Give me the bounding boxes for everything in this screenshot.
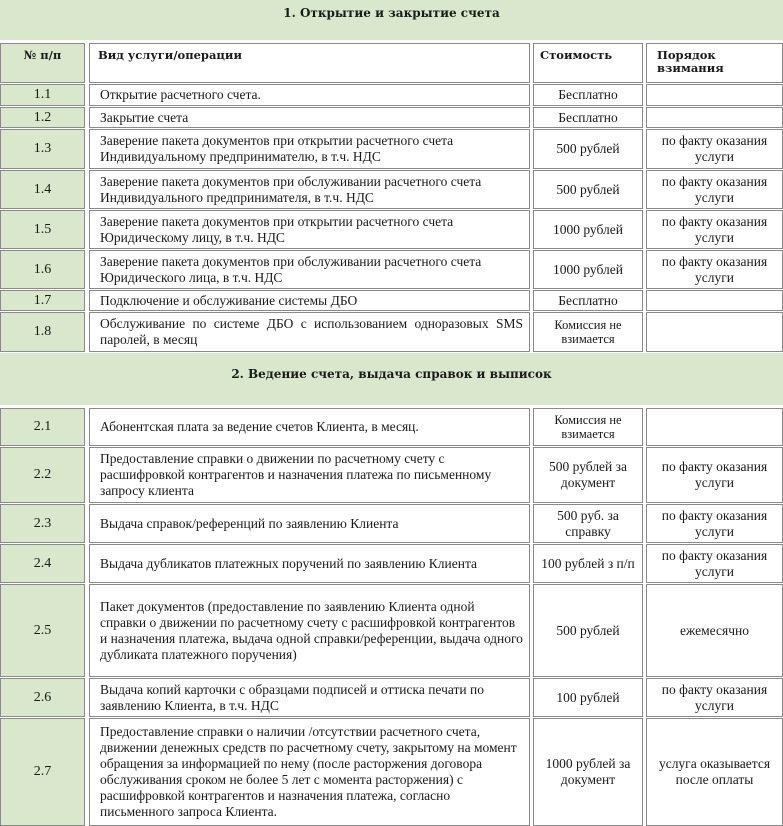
- section-1-banner: [0, 0, 783, 40]
- row-cost: 100 рублей з п/п: [533, 544, 643, 583]
- row-order: по факту оказания услуги: [646, 129, 783, 169]
- row-number: 1.2: [0, 107, 85, 128]
- row-service: Заверение пакета документов при обслуживании расчетного счета Индивидуального предпринимателя, в т.ч. НДС: [89, 170, 530, 209]
- header-number: № п/п: [0, 43, 85, 83]
- row-order: [646, 312, 783, 352]
- row-service: Заверение пакета документов при открытии расчетного счета Индивидуальному предпринимателю, в т.ч. НДС: [89, 129, 530, 169]
- row-service: Закрытие счета: [89, 107, 530, 128]
- row-order: ежемесячно: [646, 584, 783, 677]
- row-order: [646, 84, 783, 106]
- row-number: 2.6: [0, 678, 85, 717]
- row-service: Подключение и обслуживание системы ДБО: [89, 290, 530, 311]
- row-order: [646, 290, 783, 311]
- row-cost: 1000 рублей: [533, 250, 643, 289]
- row-number: 1.6: [0, 250, 85, 289]
- row-number: 1.3: [0, 129, 85, 169]
- row-number: 1.5: [0, 210, 85, 249]
- row-cost: 500 рублей за документ: [533, 447, 643, 503]
- header-cost: Стоимость: [533, 43, 643, 83]
- row-cost: 1000 рублей за документ: [533, 718, 643, 826]
- row-cost: Комиссия не взимается: [533, 408, 643, 446]
- row-number: 2.3: [0, 504, 85, 543]
- row-service: Заверение пакета документов при открытии расчетного счета Юридическому лицу, в т.ч. НДС: [89, 210, 530, 249]
- row-order: по факту оказания услуги: [646, 504, 783, 543]
- row-service: Выдача дубликатов платежных поручений по заявлению Клиента: [89, 544, 530, 583]
- row-number: 1.7: [0, 290, 85, 311]
- row-order: по факту оказания услуги: [646, 250, 783, 289]
- row-order: [646, 107, 783, 128]
- row-service: Пакет документов (предоставление по заявлению Клиента одной справки о движении по расчетному счету с расшифровкой контрагентов и назначения платежа, выдача одной справки/референции, выдача одного дубликата платежного поручения): [89, 584, 530, 677]
- row-service: Открытие расчетного счета.: [89, 84, 530, 106]
- row-cost: Бесплатно: [533, 84, 643, 106]
- row-cost: 500 рублей: [533, 584, 643, 677]
- row-cost: Комиссия не взимается: [533, 312, 643, 352]
- header-service: Вид услуги/операции: [89, 43, 530, 83]
- row-cost: Бесплатно: [533, 290, 643, 311]
- row-service: Предоставление справки о наличии /отсутствии расчетного счета, движении денежных средств по расчетному счету, закрытому на момент обращения за информацией по нему (после расторжения договора обслуживания сроком не более 5 лет с момента расторжения) с расшифровкой контрагентов и назначения платежа, согласно письменного запроса Клиента.: [89, 718, 530, 826]
- row-order: [646, 408, 783, 446]
- row-number: 2.7: [0, 718, 85, 826]
- row-cost: 1000 рублей: [533, 210, 643, 249]
- row-service: Заверение пакета документов при обслуживании расчетного счета Юридического лица, в т.ч. НДС: [89, 250, 530, 289]
- row-cost: Бесплатно: [533, 107, 643, 128]
- row-number: 1.8: [0, 312, 85, 352]
- row-order: по факту оказания услуги: [646, 447, 783, 503]
- section-2-title: 2. Ведение счета, выдача справок и выписок: [231, 367, 552, 381]
- row-number: 1.1: [0, 84, 85, 106]
- row-number: 1.4: [0, 170, 85, 209]
- row-order: по факту оказания услуги: [646, 170, 783, 209]
- row-service: Выдача справок/референций по заявлению Клиента: [89, 504, 530, 543]
- row-service: Выдача копий карточки с образцами подписей и оттиска печати по заявлению Клиента, в т.ч. НДС: [89, 678, 530, 717]
- row-service: Обслуживание по системе ДБО с использованием одноразовых SMS паролей, в месяц: [89, 312, 530, 352]
- row-number: 2.4: [0, 544, 85, 583]
- row-order: по факту оказания услуги: [646, 210, 783, 249]
- row-cost: 500 рублей: [533, 170, 643, 209]
- header-order: Порядок взимания: [646, 43, 783, 83]
- section-1-title: 1. Открытие и закрытие счета: [283, 6, 500, 20]
- row-number: 2.5: [0, 584, 85, 677]
- row-cost: 500 руб. за справку: [533, 504, 643, 543]
- row-cost: 100 рублей: [533, 678, 643, 717]
- row-cost: 500 рублей: [533, 129, 643, 169]
- row-service: Предоставление справки о движении по расчетному счету с расшифровкой контрагентов и назначения платежа по письменному запросу клиента: [89, 447, 530, 503]
- row-order: услуга оказывается после оплаты: [646, 718, 783, 826]
- row-service: Абонентская плата за ведение счетов Клиента, в месяц.: [89, 408, 530, 446]
- row-number: 2.1: [0, 408, 85, 446]
- row-order: по факту оказания услуги: [646, 544, 783, 583]
- row-order: по факту оказания услуги: [646, 678, 783, 717]
- row-number: 2.2: [0, 447, 85, 503]
- section-2-banner: [0, 353, 783, 405]
